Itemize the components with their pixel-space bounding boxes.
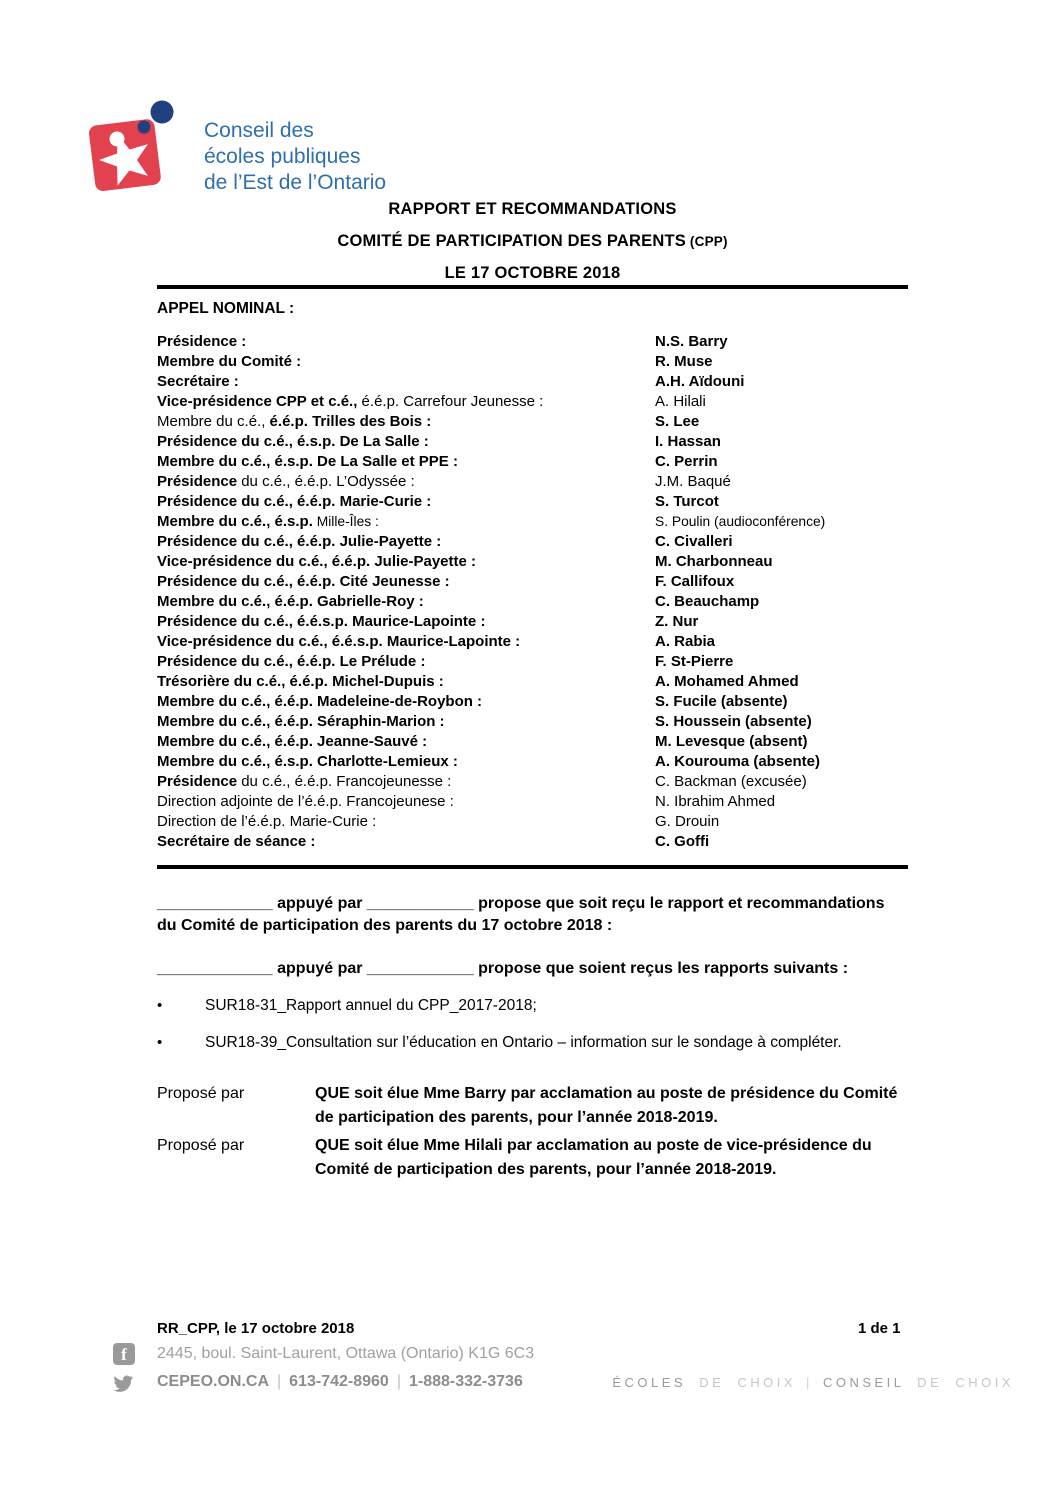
roll-call-row bbox=[157, 812, 908, 832]
roll-call-role-segment: Vice-présidence du c.é., é.é.s.p. Maurice-Lapointe : bbox=[157, 633, 521, 650]
roll-call-name: A. Mohamed Ahmed bbox=[655, 673, 799, 690]
roll-call-role-segment: du c.é., é.é.p. Francojeunesse : bbox=[237, 773, 452, 790]
roll-call-row bbox=[157, 732, 908, 752]
roll-call-name: S. Houssein (absente) bbox=[655, 713, 812, 730]
twitter-icon bbox=[110, 1372, 136, 1394]
roll-call-role bbox=[157, 672, 655, 692]
footer-page-number: 1 de 1 bbox=[858, 1320, 901, 1337]
roll-call-role-segment: Trésorière du c.é., é.é.p. Michel-Dupuis : bbox=[157, 673, 444, 690]
roll-call-role-segment: Présidence du c.é., é.é.p. Julie-Payette : bbox=[157, 533, 442, 550]
roll-call-role-segment: Présidence du c.é., é.s.p. De La Salle : bbox=[157, 433, 429, 450]
roll-call-role-segment: Membre du c.é., é.s.p. Charlotte-Lemieux : bbox=[157, 753, 458, 770]
roll-call-name: A.H. Aïdouni bbox=[655, 373, 745, 390]
bullet-text: SUR18-31_Rapport annuel du CPP_2017-2018; bbox=[205, 997, 537, 1014]
roll-call-role bbox=[157, 352, 655, 372]
roll-call-name: C. Goffi bbox=[655, 833, 710, 850]
roll-call-name: A. Kourouma (absente) bbox=[655, 753, 821, 770]
proposal-row bbox=[157, 1134, 908, 1181]
roll-call-row bbox=[157, 752, 908, 772]
roll-call-role-segment: Membre du c.é., bbox=[157, 413, 266, 430]
roll-call-role-segment: Présidence bbox=[157, 473, 238, 490]
footer-contact-part: 613-742-8960 bbox=[289, 1373, 389, 1390]
committee-title: COMITÉ DE PARTICIPATION DES PARENTS (CPP) bbox=[337, 232, 728, 250]
roll-call-name: N.S. Barry bbox=[655, 333, 728, 350]
roll-call-role-segment: Présidence du c.é., é.é.p. Marie-Curie : bbox=[157, 493, 432, 510]
roll-call-role bbox=[157, 332, 655, 352]
bullet-dot-icon: • bbox=[157, 997, 163, 1014]
motion-paragraph: _____________ appuyé par ____________ propose que soit reçu le rapport et recommandations du Comité de participation des parents du 17 octobre 2018 : bbox=[157, 895, 885, 934]
org-name-line: Conseil des bbox=[204, 119, 314, 142]
roll-call-role bbox=[157, 432, 655, 452]
roll-call-name: A. Hilali bbox=[655, 393, 706, 410]
proposal-row bbox=[157, 1082, 908, 1129]
roll-call-role bbox=[157, 692, 655, 712]
roll-call-row bbox=[157, 652, 908, 672]
roll-call-role-segment: Vice-présidence du c.é., é.é.p. Julie-Payette : bbox=[157, 553, 477, 570]
roll-call-role-segment: Direction de l’é.é.p. Marie-Curie : bbox=[157, 813, 377, 830]
footer-address: 2445, boul. Saint-Laurent, Ottawa (Ontario) K1G 6C3 bbox=[157, 1345, 535, 1362]
roll-call-role-segment: Présidence du c.é., é.é.s.p. Maurice-Lapointe : bbox=[157, 613, 486, 630]
roll-call-name: R. Muse bbox=[655, 353, 713, 370]
roll-call-role-segment: Présidence du c.é., é.é.p. Le Prélude : bbox=[157, 653, 426, 670]
roll-call-name: M. Levesque (absent) bbox=[655, 733, 808, 750]
motion-paragraph: _____________ appuyé par ____________ propose que soient reçus les rapports suivants : bbox=[157, 960, 849, 977]
roll-call-role bbox=[157, 512, 655, 532]
roll-call-role-segment: Membre du Comité : bbox=[157, 353, 302, 370]
roll-call-row bbox=[157, 772, 908, 792]
roll-call-row bbox=[157, 632, 908, 652]
footer-separator: | bbox=[396, 1373, 401, 1390]
roll-call-role-segment: é.é.p. Trilles des Bois : bbox=[265, 413, 432, 430]
proposal-label: Proposé par bbox=[157, 1085, 245, 1102]
roll-call-row bbox=[157, 332, 908, 352]
proposal-text: QUE soit élue Mme Hilali par acclamation au poste de vice-présidence du Comité de participation des parents, pour l’année 2018-2019. bbox=[315, 1137, 872, 1178]
org-name-line: écoles publiques bbox=[204, 145, 361, 168]
roll-call-row bbox=[157, 692, 908, 712]
meeting-date: LE 17 OCTOBRE 2018 bbox=[444, 264, 621, 282]
roll-call-row bbox=[157, 552, 908, 572]
proposals-list bbox=[157, 1082, 908, 1181]
tagline-separator: | bbox=[806, 1375, 813, 1390]
roll-call-role bbox=[157, 492, 655, 512]
report-bullet-list bbox=[157, 994, 908, 1054]
roll-call-role-segment: é.é.p. Carrefour Jeunesse : bbox=[357, 393, 544, 410]
roll-call-name: F. St-Pierre bbox=[655, 653, 734, 670]
roll-call-role bbox=[157, 612, 655, 632]
roll-call-name: S. Turcot bbox=[655, 493, 719, 510]
org-name bbox=[204, 118, 386, 196]
tagline-strong: CONSEIL bbox=[822, 1375, 905, 1390]
roll-call-name: G. Drouin bbox=[655, 813, 720, 830]
roll-call-role bbox=[157, 712, 655, 732]
cepeo-logo-icon bbox=[86, 98, 186, 198]
roll-call-name: C. Backman (excusée) bbox=[655, 773, 807, 790]
roll-call-heading: APPEL NOMINAL : bbox=[157, 300, 295, 317]
roll-call-row bbox=[157, 592, 908, 612]
roll-call-role bbox=[157, 812, 655, 832]
roll-call-role bbox=[157, 532, 655, 552]
roll-call-name: A. Rabia bbox=[655, 633, 716, 650]
roll-call-role-segment: Vice-présidence CPP et c.é., bbox=[157, 393, 358, 410]
roll-call-name: I. Hassan bbox=[655, 433, 721, 450]
roll-call-name: S. Poulin (audioconférence) bbox=[655, 514, 826, 529]
roll-call-row bbox=[157, 412, 908, 432]
roll-call-role bbox=[157, 372, 655, 392]
roll-call-row bbox=[157, 572, 908, 592]
roll-call-name: C. Beauchamp bbox=[655, 593, 760, 610]
roll-call-row bbox=[157, 832, 908, 852]
roll-call-row bbox=[157, 472, 908, 492]
roll-call-role bbox=[157, 832, 655, 852]
proposal-text: QUE soit élue Mme Barry par acclamation au poste de présidence du Comité de participation des parents, pour l’année 2018-2019. bbox=[315, 1085, 898, 1126]
roll-call-row bbox=[157, 512, 908, 532]
roll-call-role-segment: Présidence bbox=[157, 773, 238, 790]
roll-call-role-segment: Direction adjointe de l’é.é.p. Francojeunese : bbox=[157, 793, 454, 810]
footer-tagline bbox=[612, 1375, 1014, 1390]
roll-call-name: C. Perrin bbox=[655, 453, 718, 470]
separator-line bbox=[157, 865, 908, 869]
roll-call-role bbox=[157, 772, 655, 792]
roll-call-role bbox=[157, 792, 655, 812]
separator-line bbox=[157, 285, 908, 289]
roll-call-row bbox=[157, 492, 908, 512]
roll-call-name: J.M. Baqué bbox=[655, 473, 731, 490]
roll-call-name: S. Lee bbox=[655, 413, 700, 430]
roll-call-name: F. Callifoux bbox=[655, 573, 735, 590]
bullet-item bbox=[157, 994, 908, 1017]
roll-call-role bbox=[157, 572, 655, 592]
roll-call-row bbox=[157, 432, 908, 452]
roll-call-role-segment: Membre du c.é., é.é.p. Séraphin-Marion : bbox=[157, 713, 445, 730]
footer-contact-part: CEPEO.ON.CA bbox=[157, 1373, 270, 1390]
footer-contact bbox=[157, 1373, 523, 1391]
bullet-text: SUR18-39_Consultation sur l’éducation en Ontario – information sur le sondage à compléter. bbox=[205, 1034, 842, 1051]
roll-call-row bbox=[157, 352, 908, 372]
roll-call-role bbox=[157, 592, 655, 612]
roll-call-role-segment: Membre du c.é., é.s.p. De La Salle et PPE : bbox=[157, 453, 458, 470]
tagline-strong: ÉCOLES bbox=[612, 1375, 687, 1390]
roll-call-role-segment: Mille-Îles : bbox=[312, 514, 379, 529]
roll-call-name: N. Ibrahim Ahmed bbox=[655, 793, 776, 810]
org-name-line: de l’Est de l’Ontario bbox=[204, 171, 387, 194]
document-body bbox=[157, 200, 908, 1186]
roll-call-role bbox=[157, 552, 655, 572]
roll-call-row bbox=[157, 372, 908, 392]
roll-call-row bbox=[157, 712, 908, 732]
roll-call-role-segment: du c.é., é.é.p. L’Odyssée : bbox=[237, 473, 415, 490]
footer-doc-ref: RR_CPP, le 17 octobre 2018 bbox=[157, 1320, 355, 1337]
roll-call-role bbox=[157, 632, 655, 652]
committee-acronym: (CPP) bbox=[685, 234, 728, 249]
facebook-icon: f bbox=[113, 1343, 135, 1365]
roll-call-row bbox=[157, 392, 908, 412]
roll-call-role bbox=[157, 412, 655, 432]
proposal-label: Proposé par bbox=[157, 1137, 245, 1154]
roll-call-role bbox=[157, 392, 655, 412]
roll-call-role bbox=[157, 652, 655, 672]
roll-call-role-segment: Secrétaire : bbox=[157, 373, 239, 390]
roll-call-role-segment: Membre du c.é., é.é.p. Madeleine-de-Roybon : bbox=[157, 693, 483, 710]
roll-call-row bbox=[157, 532, 908, 552]
org-logo bbox=[86, 98, 386, 198]
roll-call-role-segment: Présidence : bbox=[157, 333, 247, 350]
roll-call-role-segment: Secrétaire de séance : bbox=[157, 833, 316, 850]
roll-call-role-segment: Membre du c.é., é.é.p. Jeanne-Sauvé : bbox=[157, 733, 428, 750]
tagline-rest: DE CHOIX bbox=[904, 1375, 1014, 1390]
roll-call-row bbox=[157, 612, 908, 632]
bullet-item bbox=[157, 1031, 908, 1054]
roll-call-list bbox=[157, 332, 908, 852]
roll-call-name: S. Fucile (absente) bbox=[655, 693, 788, 710]
roll-call-row bbox=[157, 452, 908, 472]
roll-call-name: M. Charbonneau bbox=[655, 553, 773, 570]
roll-call-role bbox=[157, 752, 655, 772]
roll-call-role bbox=[157, 472, 655, 492]
tagline-rest: DE CHOIX bbox=[686, 1375, 797, 1390]
roll-call-role bbox=[157, 452, 655, 472]
report-title: RAPPORT ET RECOMMANDATIONS bbox=[388, 200, 677, 218]
roll-call-row bbox=[157, 672, 908, 692]
roll-call-role-segment: Membre du c.é., é.é.p. Gabrielle-Roy : bbox=[157, 593, 424, 610]
roll-call-role-segment: Membre du c.é., é.s.p. bbox=[157, 513, 313, 530]
footer-contact-part: 1-888-332-3736 bbox=[408, 1373, 523, 1390]
roll-call-role bbox=[157, 732, 655, 752]
footer-separator: | bbox=[277, 1373, 282, 1390]
bullet-dot-icon: • bbox=[157, 1034, 163, 1051]
roll-call-row bbox=[157, 792, 908, 812]
roll-call-role-segment: Présidence du c.é., é.é.p. Cité Jeunesse : bbox=[157, 573, 450, 590]
roll-call-name: Z. Nur bbox=[655, 613, 699, 630]
roll-call-name: C. Civalleri bbox=[655, 533, 733, 550]
